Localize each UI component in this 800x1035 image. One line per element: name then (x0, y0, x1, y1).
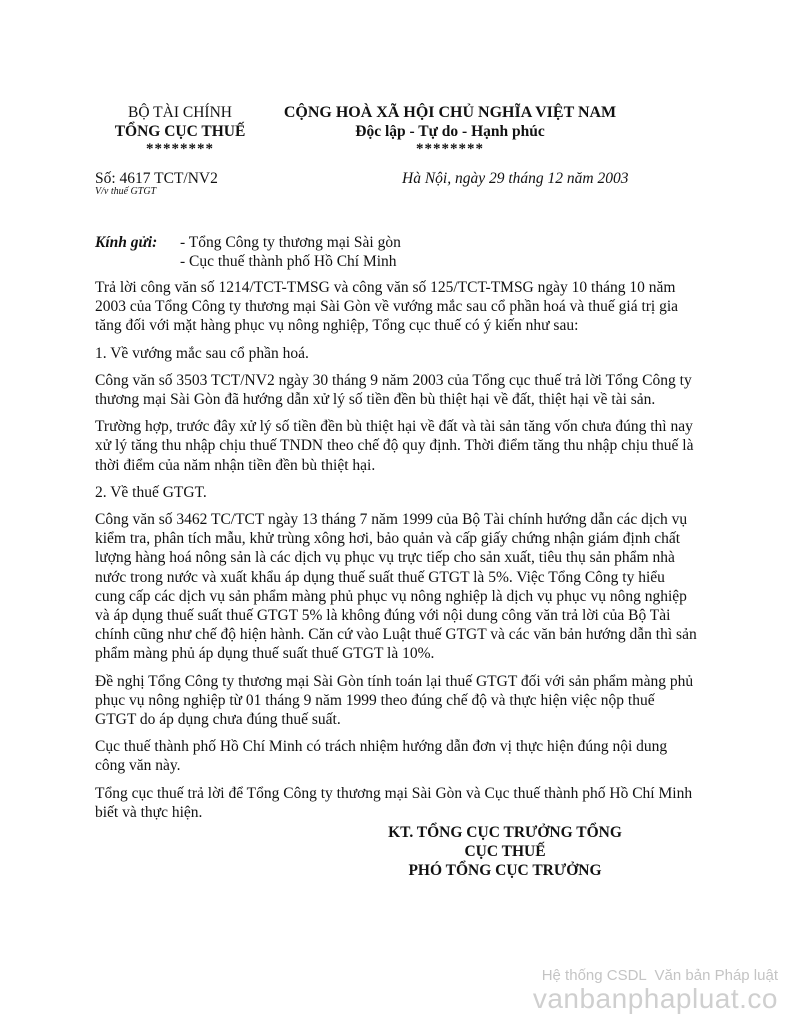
paragraph-7 (95, 784, 735, 822)
text-line: Trả lời công văn số 1214/TCT-TMSG và công văn số 125/TCT-TMSG ngày 10 tháng 10 năm (95, 279, 676, 296)
text-line: 2003 của Tổng Công ty thương mại Sài Gòn về vướng mắc sau cổ phần hoá và thuế giá trị gia (95, 298, 679, 316)
text-line: nước trong nước và xuất khẩu áp dụng thuế suất thuế GTGT là 5%. Việc Tổng Công ty hiểu (95, 568, 665, 586)
text-line: Đề nghị Tổng Công ty thương mại Sài Gòn tính toán lại thuế GTGT đối với sản phẩm màng phủ (95, 672, 694, 690)
paragraph-4 (95, 510, 735, 664)
section-2-heading (95, 483, 735, 502)
text-line: biết và thực hiện. (95, 803, 203, 821)
text-line: thời điểm của năm nhận tiền đền bù thiệt hại. (95, 456, 376, 474)
body-text (95, 278, 735, 822)
text-line: lượng hàng hoá nông sản là các dịch vụ phục vụ trực tiếp cho sản xuất, tiêu thụ sản phẩm nhà (95, 549, 675, 567)
text-line: Tổng cục thuế trả lời để Tổng Công ty thương mại Sài Gòn và Cục thuế thành phố Hồ Chí Minh (95, 784, 693, 802)
text-line: Trường hợp, trước đây xử lý số tiền đền bù thiệt hại về đất và tài sản tăng vốn chưa đúng thì nay (95, 418, 693, 436)
paragraph-5 (95, 672, 735, 730)
text-line: phục vụ nông nghiệp từ 01 tháng 9 năm 1999 theo đúng chế độ và thực hiện việc nộp thuế (95, 691, 655, 709)
national-title: CỘNG HOÀ XÃ HỘI CHỦ NGHĨA VIỆT NAM (283, 104, 617, 121)
text-line: kiểm tra, phân tích mẫu, khử trùng xông hơi, bảo quản và cấp giấy chứng nhận giám định chất (95, 530, 681, 548)
text-line: xử lý tăng thu nhập chịu thuế TNDN theo chế độ quy định. Thời điểm tăng thu nhập chịu thuế là (95, 437, 694, 455)
paragraph-6 (95, 737, 735, 775)
national-motto: Độc lập - Tự do - Hạnh phúc (355, 123, 545, 140)
text-line: Công văn số 3462 TC/TCT ngày 13 tháng 7 năm 1999 của Bộ Tài chính hướng dẫn các dịch vụ (95, 511, 688, 529)
text-line: chính cũng như chế độ hiện hành. Căn cứ vào Luật thuế GTGT và các văn bản hướng dẫn thì sản (95, 626, 697, 644)
text-line: công văn này. (95, 757, 181, 775)
text-line: thương mại Sài Gòn đã hướng dẫn xử lý số tiền đền bù thiệt hại về đất, thiệt hại về tài sản. (95, 391, 656, 409)
text-line: tăng đối với mặt hàng phục vụ nông nghiệp, Tổng cục thuế có ý kiến như sau: (95, 317, 579, 335)
recipient-2: - Cục thuế thành phố Hồ Chí Minh (180, 253, 397, 270)
ministry-name: BỘ TÀI CHÍNH (128, 104, 232, 121)
text-line: và áp dụng thuế suất thuế GTGT 5% là không đúng với nội dung công văn trả lời của Bộ Tài (95, 607, 671, 625)
signature-title-3: PHÓ TỔNG CỤC TRƯỞNG (408, 862, 602, 879)
text-line: 2. Về thuế GTGT. (95, 483, 207, 501)
right-stars: ******** (416, 141, 484, 157)
text-line: 1. Về vướng mắc sau cổ phần hoá. (95, 344, 309, 362)
text-line: cung cấp các dịch vụ sản phẩm màng phủ phục vụ nông nghiệp là dịch vụ phục vụ nông nghiệp (95, 587, 687, 605)
recipients-label: Kính gửi: (95, 234, 158, 251)
paragraph-3 (95, 417, 735, 475)
section-1-heading (95, 344, 735, 363)
doc-subject: V/v thuế GTGT (95, 186, 157, 197)
agency-name: TỔNG CỤC THUẾ (114, 123, 246, 140)
left-stars: ******** (146, 141, 214, 157)
text-line: Công văn số 3503 TCT/NV2 ngày 30 tháng 9 năm 2003 của Tổng cục thuế trả lời Tổng Công ty (95, 371, 692, 389)
text-line: GTGT do áp dụng chưa đúng thuế suất. (95, 711, 341, 729)
paragraph-intro (95, 278, 735, 336)
watermark-line-2: vanbanphapluat.co (532, 983, 778, 1014)
signature-title-2: CỤC THUẾ (464, 843, 546, 860)
recipient-1: - Tổng Công ty thương mại Sài gòn (180, 234, 401, 251)
place-date: Hà Nội, ngày 29 tháng 12 năm 2003 (402, 170, 629, 187)
text-line: Cục thuế thành phố Hồ Chí Minh có trách nhiệm hướng dẫn đơn vị thực hiện đúng nội dung (95, 738, 668, 756)
text-line: phẩm màng phủ áp dụng thuế suất thuế GTGT là 10%. (95, 645, 435, 663)
paragraph-2 (95, 371, 735, 409)
signature-title-1: KT. TỔNG CỤC TRƯỞNG TỔNG (388, 824, 622, 841)
doc-number: Số: 4617 TCT/NV2 (95, 170, 218, 187)
watermark-line-1: Hệ thống CSDL Văn bản Pháp luật (541, 967, 778, 984)
